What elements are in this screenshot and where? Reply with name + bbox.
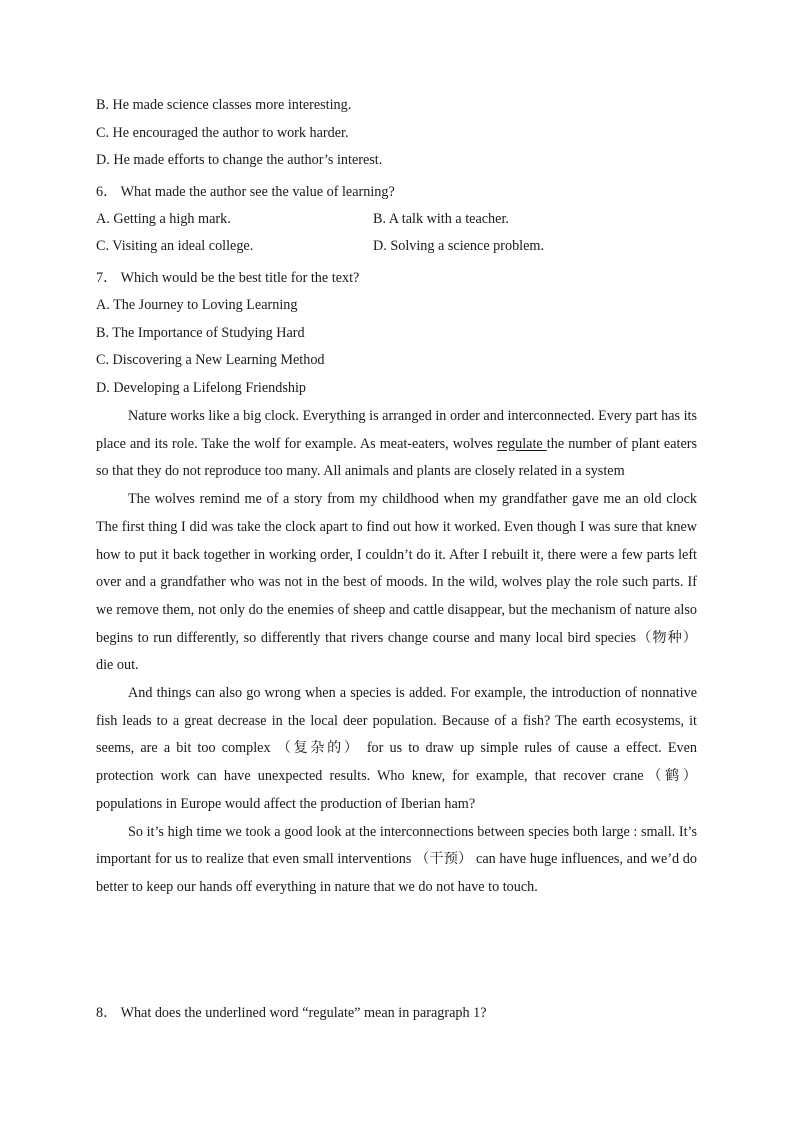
q7-option-a: A. The Journey to Loving Learning [96,297,298,313]
q5-option-d: D. He made efforts to change the author’s interest. [96,152,383,168]
q6-option-d: D. Solving a science problem. [373,238,544,254]
reading-passage [96,403,697,902]
paragraph-2: The wolves remind me of a story from my childhood when my grandfather gave me an old clock The first thing I did was take the clock apart to find out how it worked. Even though I was sure that knew how to put it back together in working order, I couldn’t do it. After I rebuilt it, there were a few parts left over and a grandfather who was not in the best of moods. In the wild, wolves play the role such parts. If we remove them, not only do the enemies of sheep and cattle disappear, but the mechanism of nature also begins to run differently, so differently that rivers change course and many local bird species（物种） die out. [96,491,697,674]
q6-option-c: C. Visiting an ideal college. [96,238,254,254]
q6-option-b: B. A talk with a teacher. [373,211,509,227]
q7-option-b: B. The Importance of Studying Hard [96,325,305,341]
q5-option-b: B. He made science classes more interesting. [96,97,352,113]
q6-option-a: A. Getting a high mark. [96,211,231,227]
q5-option-c: C. He encouraged the author to work harder. [96,125,349,141]
paragraph-1 [96,403,697,486]
q6-stem: 6． What made the author see the value of learning? [96,184,395,200]
q7-option-c: C. Discovering a New Learning Method [96,352,325,368]
paragraph-3: And things can also go wrong when a species is added. For example, the introduction of nonnative fish leads to a great decrease in the local deer population. Because of a fish? The earth ecosystems, it seems, are a bit too complex （复杂的） for us to draw up simple rules of cause a effect. Even protection work can have unexpected results. Who knew, for example, that recover crane（鹤） populations in Europe would affect the production of Iberian ham? [96,685,697,812]
q8-stem: 8． What does the underlined word “regulate” mean in paragraph 1? [96,1005,487,1021]
paragraph-1-part-a: Nature works like a big clock. Everything is arranged in order and interconnected. Every part has its place and its role. Take the wolf for example. As meat-eaters, wolves [96,408,697,452]
paragraph-1-part-b: the number of plant eaters so that they do not reproduce too many. All animals and plants are closely related in a system [96,435,698,480]
underlined-word: regulate [497,435,547,452]
paragraph-4: So it’s high time we took a good look at the interconnections between species both large : small. It’s important for us to realize that even small interventions （干预） can have huge influences, and we’d do better to keep our hands off everything in nature that we do not have to touch. [96,823,697,895]
q7-option-d: D. Developing a Lifelong Friendship [96,380,307,396]
q7-stem: 7． Which would be the best title for the text? [96,270,360,286]
